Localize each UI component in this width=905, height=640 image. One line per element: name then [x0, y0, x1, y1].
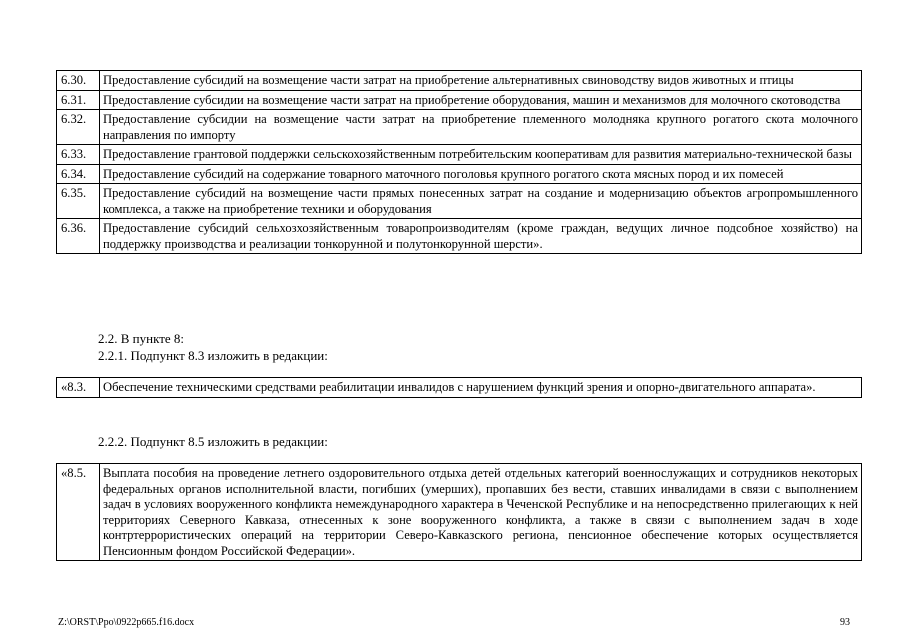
item-text: Предоставление субсидий на содержание товарного маточного поголовья крупного рогатого скота мясных пород и их помесей: [100, 164, 862, 184]
item-text: Выплата пособия на проведение летнего оздоровительного отдыха детей отдельных категорий военнослужащих и сотрудников некоторых федеральных органов исполнительной власти, погибших (умерших), пропавших без вести, ставших инвалидами в связи с выполнением задач в условиях вооруженного конфликта немеждународного характера в Чеченской Республике и на непосредственно прилегающих к ней территориях Северного Кавказа, отнесенных к зоне вооруженного конфликта, а также в связи с выполнением задач в ходе контртеррористических операций на территории Северо-Кавказского региона, пенсионное обеспечение которых осуществляется Пенсионным фондом Российской Федерации».: [100, 464, 862, 561]
item-text: Предоставление субсидий на возмещение части прямых понесенных затрат на создание и модернизацию объектов агропромышленного комплекса, а также на приобретение техники и оборудования: [100, 184, 862, 219]
table-row: [57, 219, 862, 254]
table-row: [57, 184, 862, 219]
item-text: Предоставление грантовой поддержки сельскохозяйственным потребительским кооперативам для развития материально-технической базы: [100, 145, 862, 165]
table-row: [57, 110, 862, 145]
table-row: [57, 378, 862, 398]
item-number: 6.35.: [57, 184, 100, 219]
paragraph-2-2: 2.2. В пункте 8:: [98, 331, 185, 346]
item-number: 6.33.: [57, 145, 100, 165]
table-row: [57, 90, 862, 110]
footer-page-number: 93: [840, 617, 850, 628]
footer-file-path: Z:\ORST\Ppo\0922p665.f16.docx: [58, 617, 195, 628]
item-text: Предоставление субсидии на возмещение части затрат на приобретение оборудования, машин и механизмов для молочного скотоводства: [100, 90, 862, 110]
item-number: 6.30.: [57, 71, 100, 91]
item-number: «8.3.: [57, 378, 100, 398]
item-text: Предоставление субсидий на возмещение части затрат на приобретение альтернативных свиноводству видов животных и птицы: [100, 71, 862, 91]
subsidy-items-table: [56, 70, 862, 254]
paragraph-2-2-2: 2.2.2. Подпункт 8.5 изложить в редакции:: [98, 434, 328, 449]
paragraph-2-2-1: 2.2.1. Подпункт 8.3 изложить в редакции:: [98, 348, 328, 363]
item-number: 6.32.: [57, 110, 100, 145]
item-number: «8.5.: [57, 464, 100, 561]
item-number: 6.31.: [57, 90, 100, 110]
item-number: 6.36.: [57, 219, 100, 254]
item-number: 6.34.: [57, 164, 100, 184]
item-text: Предоставление субсидий сельхозхозяйственным товаропроизводителям (кроме граждан, ведущих личное подсобное хозяйство) на поддержку производства и реализации тонкорунной и полутонкорунной шерсти».: [100, 219, 862, 254]
item-text: Предоставление субсидии на возмещение части затрат на приобретение племенного молодняка крупного рогатого скота молочного направления по импорту: [100, 110, 862, 145]
item-text: Обеспечение техническими средствами реабилитации инвалидов с нарушением функций зрения и опорно-двигательного аппарата».: [100, 378, 862, 398]
table-row: [57, 164, 862, 184]
table-row: [57, 145, 862, 165]
item-8-5-table: [56, 463, 862, 561]
item-8-3-table: [56, 377, 862, 398]
table-row: [57, 464, 862, 561]
table-row: [57, 71, 862, 91]
